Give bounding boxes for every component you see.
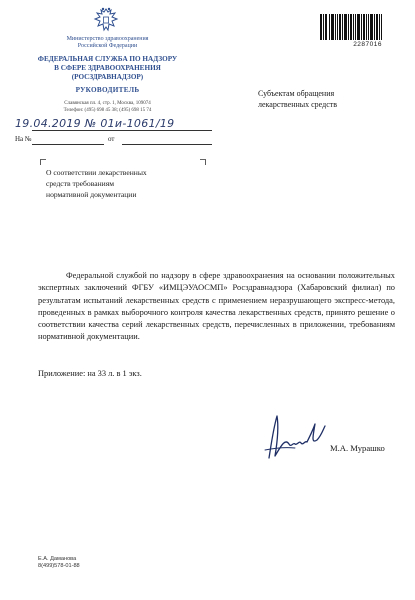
signer-name: М.А. Мурашко bbox=[330, 443, 385, 453]
corner-mark-right bbox=[200, 159, 206, 165]
executor-phone: 8(499)578-01-88 bbox=[38, 563, 80, 569]
addressee-line-2: лекарственных средств bbox=[258, 100, 338, 109]
ministry-header bbox=[20, 36, 195, 50]
head-title: РУКОВОДИТЕЛЬ bbox=[75, 86, 140, 94]
executor-info bbox=[38, 556, 80, 570]
addressee-line-1: Субъектам обращения bbox=[258, 89, 335, 98]
date-number-underline bbox=[32, 130, 212, 132]
subject-line-3: нормативной документации bbox=[46, 190, 137, 199]
reference-number-line bbox=[32, 144, 104, 145]
coat-of-arms-icon bbox=[91, 6, 121, 36]
agency-address bbox=[20, 101, 195, 114]
addressee bbox=[258, 88, 398, 110]
letter-body bbox=[38, 270, 395, 344]
ministry-line-1: Министерство здравоохранения bbox=[66, 36, 149, 42]
agency-line-2: В СФЕРЕ ЗДРАВООХРАНЕНИЯ bbox=[54, 64, 161, 72]
agency-line-1: ФЕДЕРАЛЬНАЯ СЛУЖБА ПО НАДЗОРУ bbox=[37, 55, 178, 63]
ministry-line-2: Российской Федерации bbox=[77, 43, 138, 49]
barcode bbox=[320, 14, 382, 40]
attachment-note: Приложение: на 33 л. в 1 экз. bbox=[38, 369, 142, 378]
reference-date-label: от bbox=[108, 135, 115, 143]
corner-mark-left bbox=[40, 159, 46, 165]
executor-name: Е.А. Даманова bbox=[38, 556, 77, 562]
agency-name bbox=[20, 55, 195, 82]
handwritten-signature bbox=[255, 410, 327, 460]
address-line: Славянская пл. 4, стр. 1, Москва, 109074 bbox=[64, 101, 151, 106]
reference-number-label: На № bbox=[15, 135, 32, 143]
subject-line-2: средств требованиям bbox=[46, 179, 114, 188]
body-paragraph: Федеральной службой по надзору в сфере здравоохранения на основании положительных экспертных заключений ФГБУ «ИМЦЭУАОСМП» Росздравнадзора (Хабаровский филиал) по результатам испытаний лекарственных средств с применением неразрушающего экспресс-метода, проведенных в рамках выборочного контроля качества лекарственных средств, принято решение о соответствии качества серий лекарственных средств, перечисленных в приложении, требованиям нормативной документации. bbox=[38, 271, 395, 342]
phone-line: Телефон: (495) 698 45 38; (495) 698 15 74 bbox=[63, 107, 152, 113]
barcode-number: 2287016 bbox=[353, 41, 382, 48]
letter-subject bbox=[46, 167, 196, 200]
reference-date-line bbox=[122, 144, 212, 145]
subject-line-1: О соответствии лекарственных bbox=[46, 168, 147, 177]
agency-line-3: (РОСЗДРАВНАДЗОР) bbox=[71, 73, 144, 81]
handwritten-date-number: 19.04.2019 № 01и-1061/19 bbox=[15, 117, 175, 130]
